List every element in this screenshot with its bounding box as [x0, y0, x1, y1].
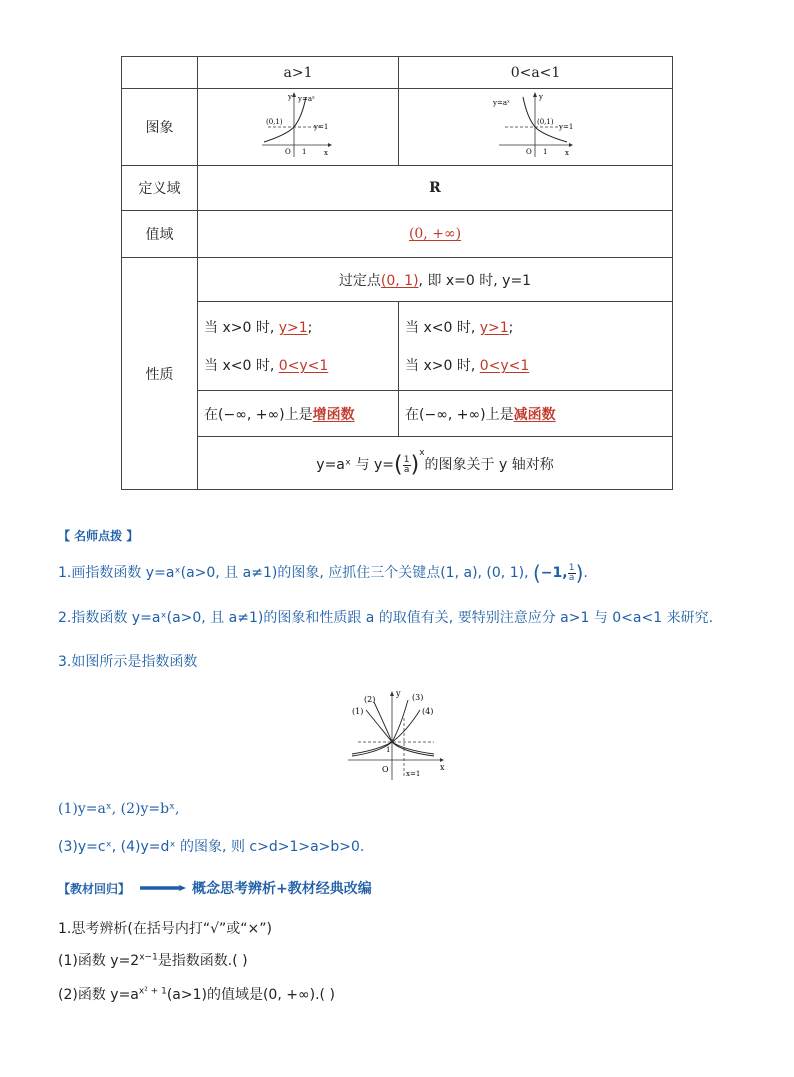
symmetry-cell: y=aˣ 与 y=( $\frac{1}{a}$ )$^x$的图象关于 y 轴对称 — [198, 437, 673, 490]
curve-label: y=aˣ — [298, 95, 315, 103]
one-label: 1 — [302, 148, 307, 156]
tip-2: 2.指数函数 y=aˣ(a>0, 且 a≠1)的图象和性质跟 a 的取值有关, 要特别注意应分 a>1 与 0<a<1 来研究. — [58, 610, 714, 626]
right-cond1-pre: 当 x<0 时, — [405, 320, 480, 336]
origin-label: O — [525, 148, 532, 156]
four-exponential-graphs — [344, 688, 448, 784]
line-label: y=1 — [558, 123, 573, 131]
review-section-bar — [58, 878, 372, 898]
origin-label: O — [382, 765, 389, 774]
question-intro: 1.思考辨析(在括号内打“√”或“×”) — [58, 921, 272, 937]
fixed-point-cell — [198, 258, 673, 302]
row-label-properties: 性质 — [122, 258, 198, 490]
tip-1-text: 1.画指数函数 y=aˣ(a>0, 且 a≠1)的图象, 应抓住三个关键点(1, a), (0, 1), — [58, 565, 533, 581]
question-2: (2)函数 $y=a^{x^2 + 1}(a>1)$的值域是(0, +∞).( ) — [58, 986, 335, 1003]
right-cond2-pre: 当 x>0 时, — [405, 358, 480, 374]
graph-increasing — [258, 91, 338, 159]
question-2-exp: x² + 1 — [138, 986, 167, 997]
tip-4: (1)y=aˣ, (2)y=bˣ, — [58, 801, 180, 817]
range-value: (0, +∞) — [198, 211, 673, 258]
row-label-graph: 图象 — [122, 89, 198, 166]
graph-increasing-cell — [198, 89, 399, 166]
graph-decreasing-cell — [399, 89, 673, 166]
point-label: (0,1) — [266, 118, 283, 126]
tip-1-neg: −1, — [540, 565, 568, 581]
mono-right-pre: 在(−∞, +∞)上是 — [405, 406, 514, 423]
left-conditions-cell: 当 x>0 时, y>1; 当 x<0 时, 0<y<1 — [198, 302, 399, 391]
symmetry-fraction: $\frac{1}{a}$ — [403, 454, 410, 475]
arrow-icon — [140, 885, 186, 891]
left-cond1-pre: 当 x>0 时, — [204, 320, 279, 336]
curve-label: y=aˣ — [492, 99, 510, 107]
tip-3: 3.如图所示是指数函数 — [58, 654, 198, 670]
tips-tag: 【 名师点拨 】 — [58, 529, 139, 543]
monotonic-left-cell — [198, 391, 399, 437]
line-label: y=1 — [314, 123, 329, 131]
mono-left-value: 增函数 — [312, 406, 355, 423]
symmetry-post: 的图象关于 y 轴对称 — [424, 457, 554, 474]
x-label: x — [324, 149, 328, 157]
x-eq-1-label: x=1 — [406, 770, 421, 778]
question-1-exp: x−1 — [139, 952, 158, 963]
row-label-range: 值域 — [122, 211, 198, 258]
origin-label: O — [285, 148, 291, 156]
y-label: y — [538, 93, 543, 101]
graph-decreasing — [491, 91, 581, 159]
tip-1-fraction: $\frac{1}{a}$ — [568, 562, 575, 583]
question-1: (1)函数 $y=2^{x-1}$是指数函数.( ) — [58, 952, 248, 969]
right-cond2-value: 0<y<1 — [479, 358, 530, 374]
x-axis-label: x — [440, 763, 445, 772]
curve-4-label: (4) — [422, 707, 434, 716]
row-label-domain: 定义域 — [122, 166, 198, 211]
fixed-point-post: , 即 x=0 时, y=1 — [418, 272, 532, 289]
curve-2-label: (2) — [364, 695, 376, 704]
y-axis-label: y — [396, 689, 401, 698]
point-label: (0,1) — [536, 118, 554, 126]
curve-1-label: (1) — [352, 707, 364, 716]
monotonic-right-cell — [399, 391, 673, 437]
header-0-lt-a-lt-1: 0<a<1 — [399, 57, 673, 89]
one-label: 1 — [542, 148, 547, 156]
header-a-gt-1: a>1 — [198, 57, 399, 89]
fixed-point-value: (0, 1) — [380, 272, 419, 289]
left-cond2-pre: 当 x<0 时, — [204, 358, 279, 374]
mono-right-value: 减函数 — [513, 406, 556, 423]
right-cond1-value: y>1 — [479, 320, 509, 336]
one-label: 1 — [386, 746, 391, 754]
symmetry-exp: x — [419, 448, 425, 459]
domain-value: R — [198, 166, 673, 211]
corner-cell — [122, 57, 198, 89]
tip-1: 1.画指数函数 y=aˣ(a>0, 且 a≠1)的图象, 应抓住三个关键点(1, a), (0, 1), (−1, $\frac{1}{a}$ ). — [58, 561, 588, 585]
curve-3-label: (3) — [412, 693, 424, 702]
y-label: y — [288, 93, 292, 101]
left-cond2-value: 0<y<1 — [278, 358, 329, 374]
fixed-point-pre: 过定点 — [338, 272, 381, 289]
tip-5: (3)y=cˣ, (4)y=dˣ 的图象, 则 c>d>1>a>b>0. — [58, 839, 365, 855]
right-conditions-cell: 当 x<0 时, y>1; 当 x>0 时, 0<y<1 — [399, 302, 673, 391]
symmetry-pre: y=aˣ 与 y= — [316, 457, 395, 474]
exponential-properties-table — [121, 56, 673, 490]
mono-left-pre: 在(−∞, +∞)上是 — [204, 406, 313, 423]
review-title: 概念思考辨析+教材经典改编 — [192, 881, 372, 897]
x-label: x — [564, 149, 569, 157]
left-cond1-value: y>1 — [278, 320, 308, 336]
review-tag: 【教材回归】 — [58, 881, 131, 896]
